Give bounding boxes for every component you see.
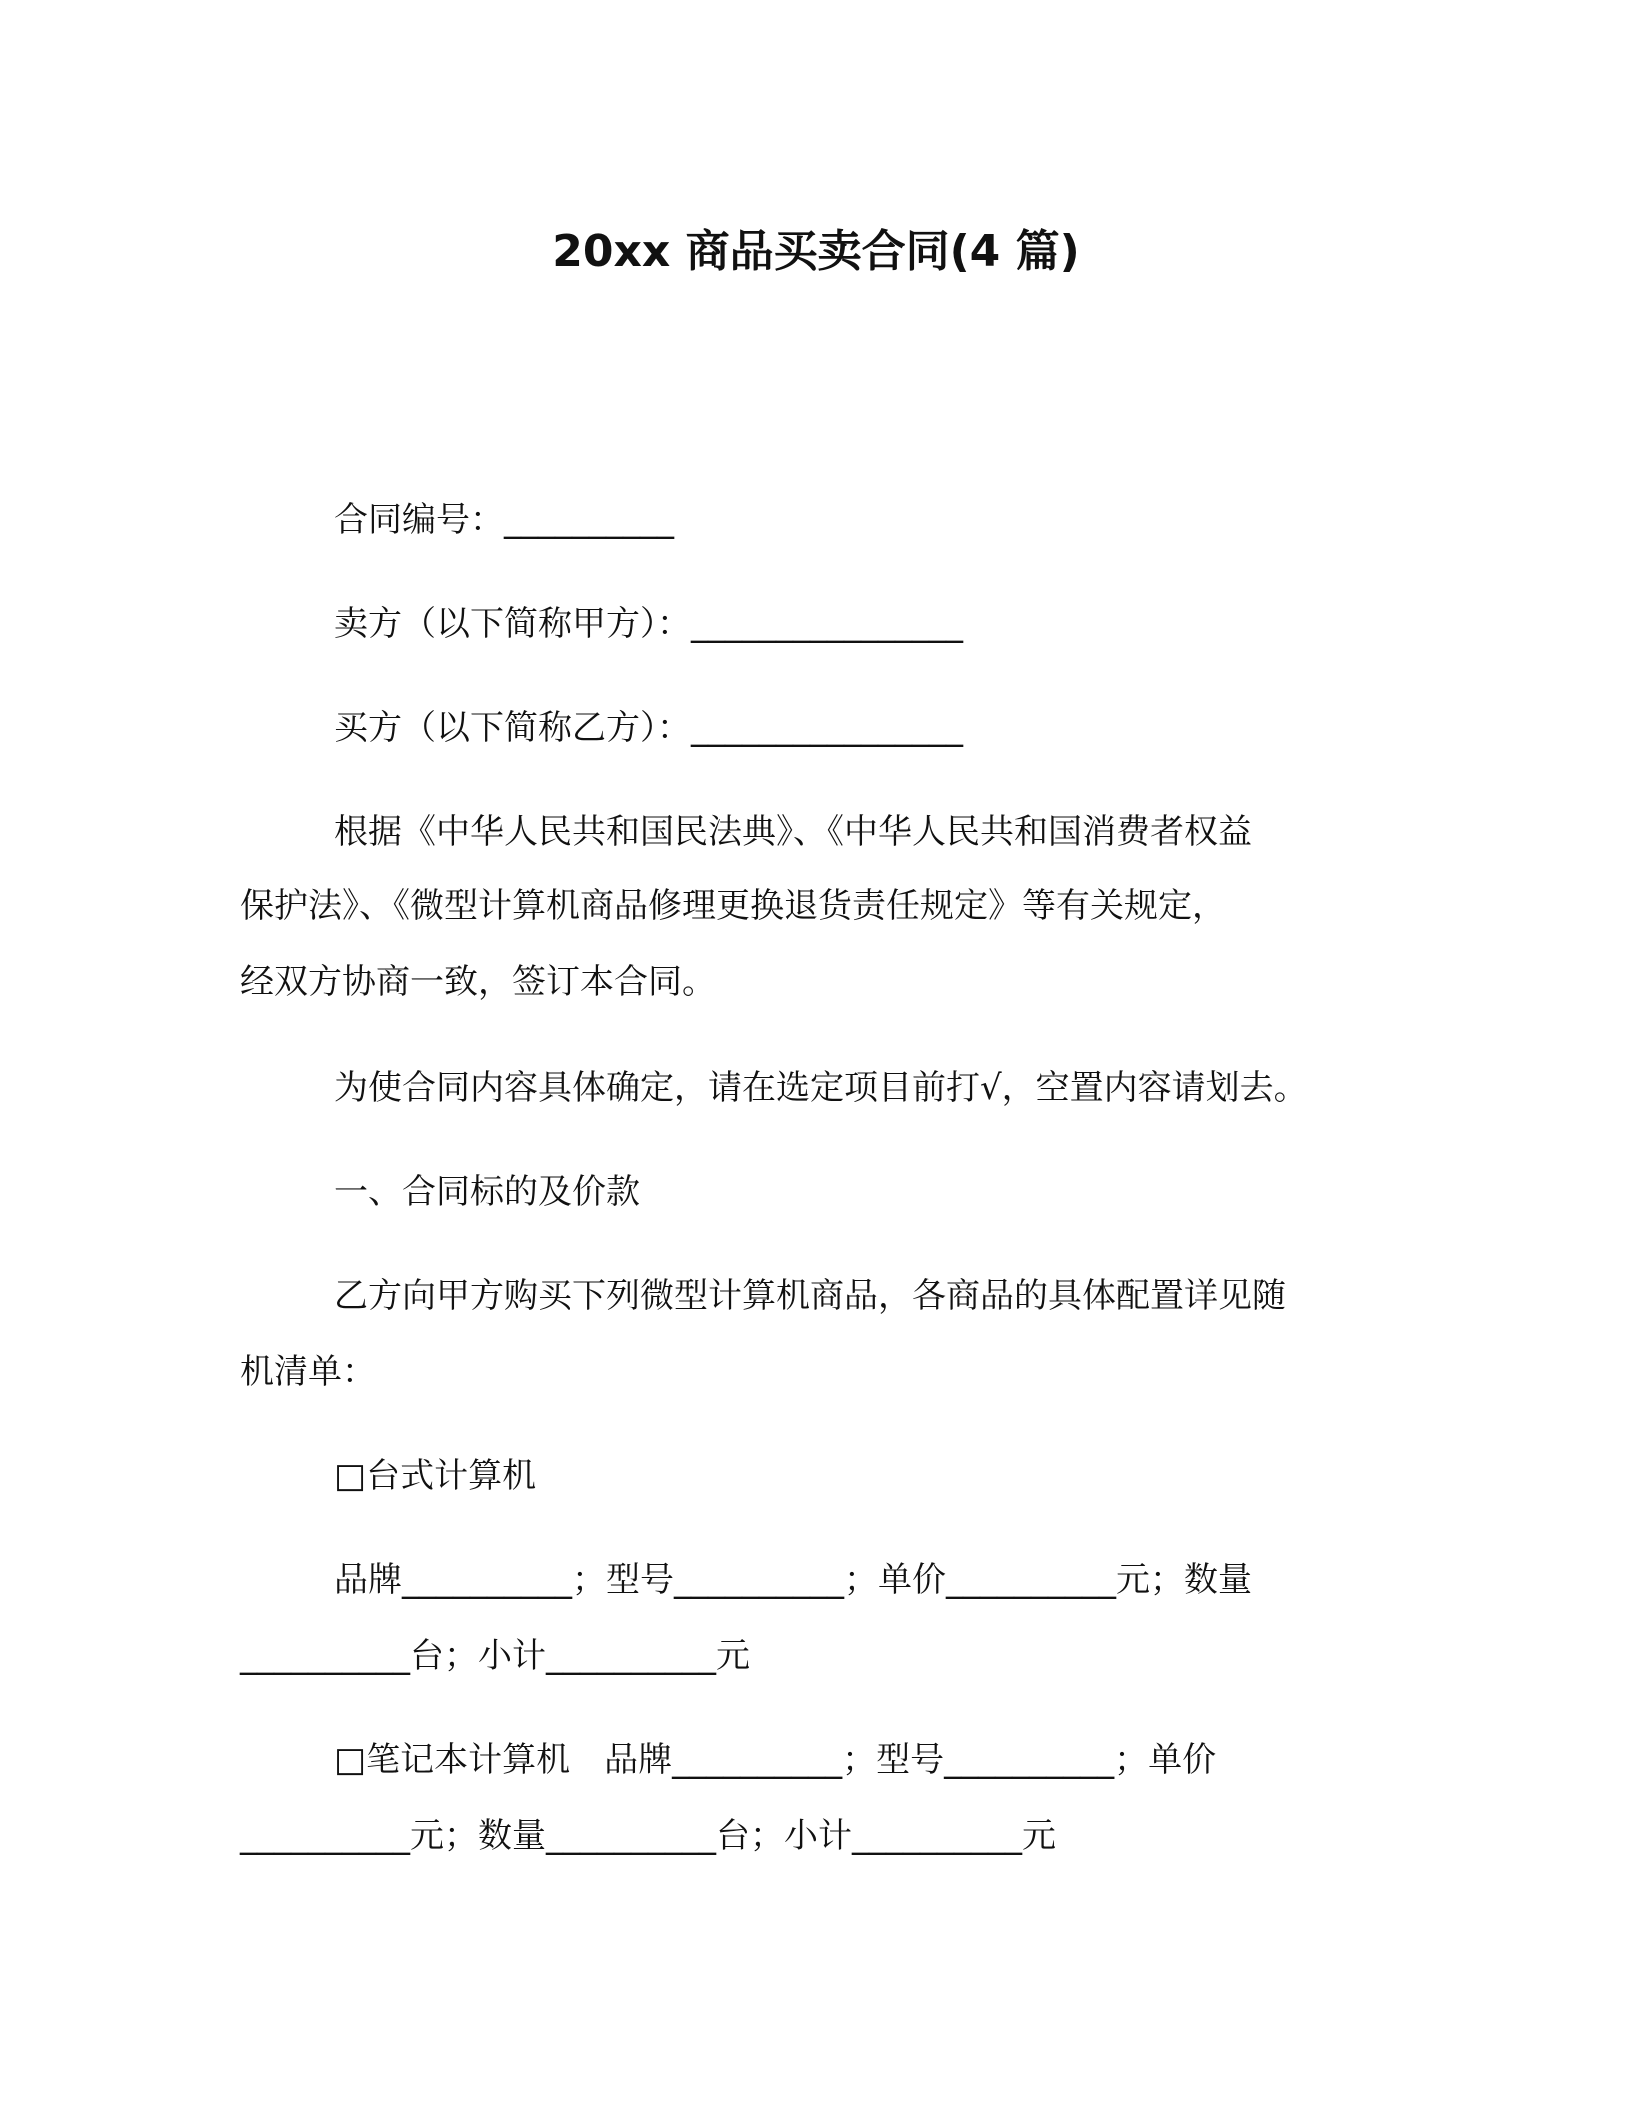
seller-line: 卖方（以下简称甲方）：________________: [334, 604, 963, 644]
laptop-details-line-1: □笔记本计算机 品牌__________；型号__________；单价: [334, 1740, 1217, 1780]
paragraph-basis-line-1: 根据《中华人民共和国民法典》、《中华人民共和国消费者权益: [334, 812, 1252, 852]
desktop-details-line-2: __________台；小计__________元: [240, 1636, 750, 1676]
paragraph-basis-line-2: 保护法》、《微型计算机商品修理更换退货责任规定》等有关规定，: [240, 886, 1226, 926]
desktop-details-line-1: 品牌__________；型号__________；单价__________元；数量: [334, 1560, 1252, 1600]
contract-number-line: 合同编号：__________: [334, 500, 674, 540]
paragraph-purchase-line-1: 乙方向甲方购买下列微型计算机商品，各商品的具体配置详见随: [334, 1276, 1286, 1316]
laptop-details-line-2: __________元；数量__________台；小计__________元: [240, 1816, 1056, 1856]
document-title: 20xx 商品买卖合同(4 篇): [552, 226, 1080, 277]
instruction-line: 为使合同内容具体确定，请在选定项目前打√，空置内容请划去。: [334, 1068, 1308, 1108]
buyer-line: 买方（以下简称乙方）：________________: [334, 708, 963, 748]
paragraph-basis-line-3: 经双方协商一致，签订本合同。: [240, 962, 716, 1002]
section-heading: 一、合同标的及价款: [334, 1172, 640, 1212]
paragraph-purchase-line-2: 机清单：: [240, 1352, 376, 1392]
desktop-checkbox-item: □台式计算机: [334, 1456, 537, 1496]
